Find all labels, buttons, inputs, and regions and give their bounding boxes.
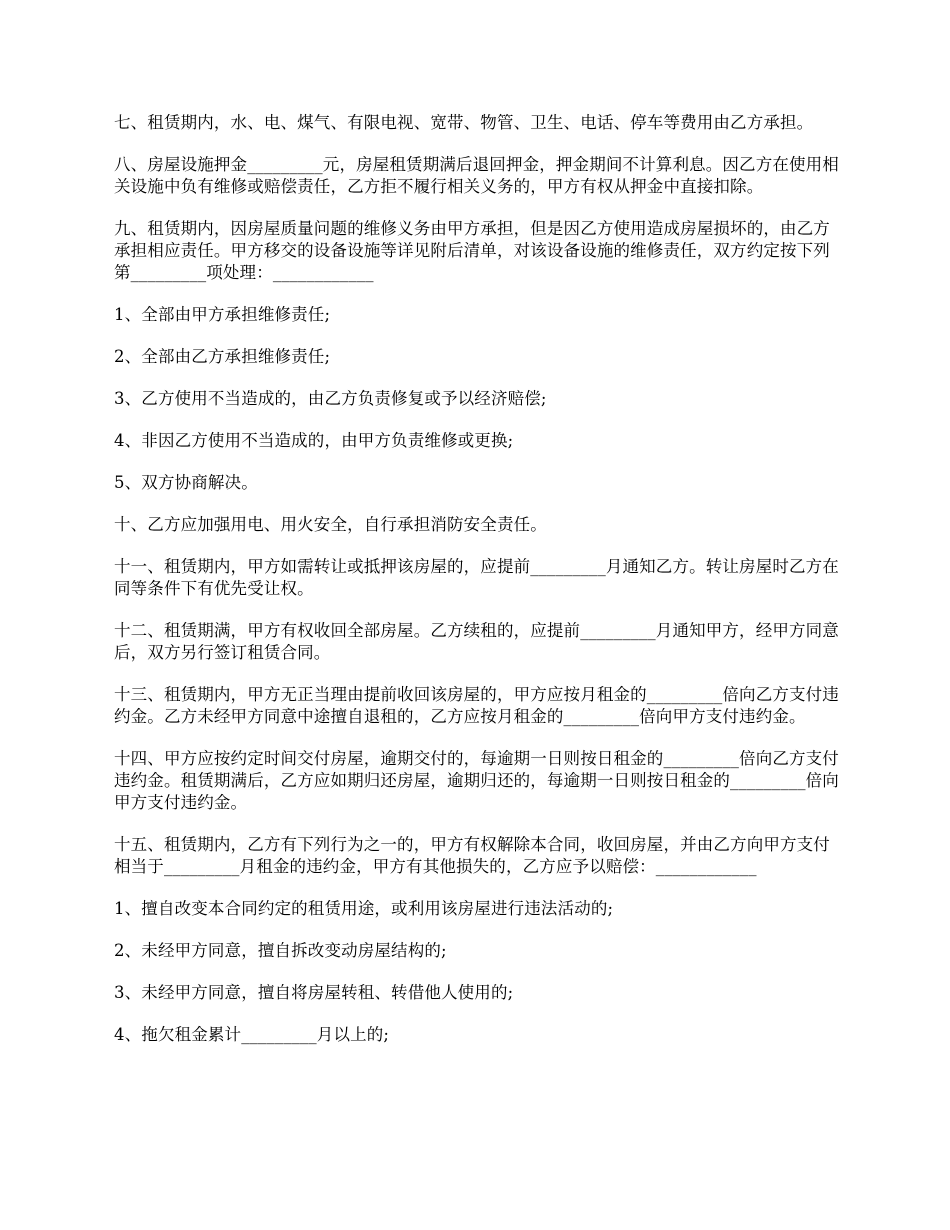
clause-11-transfer: 十一、租赁期内，甲方如需转让或抵押该房屋的，应提前_________月通知乙方。转让房屋时乙方在同等条件下有优先受让权。 [114, 557, 839, 598]
clause-7: 七、租赁期内，水、电、煤气、有限电视、宽带、物管、卫生、电话、停车等费用由乙方承担。 [114, 113, 814, 132]
document-page [114, 112, 840, 1066]
breach-item-1: 1、擅自改变本合同约定的租赁用途，或利用该房屋进行违法活动的; [114, 899, 614, 918]
breach-item-2: 2、未经甲方同意，擅自拆改变动房屋结构的; [114, 941, 447, 960]
maintenance-option-4: 4、非因乙方使用不当造成的，由甲方负责维修或更换; [114, 431, 514, 450]
breach-item-3: 3、未经甲方同意，擅自将房屋转租、转借他人使用的; [114, 983, 514, 1002]
maintenance-option-3: 3、乙方使用不当造成的，由乙方负责修复或予以经济赔偿; [114, 389, 547, 408]
clause-10-safety: 十、乙方应加强用电、用火安全，自行承担消防安全责任。 [114, 515, 547, 534]
clause-14-late-delivery: 十四、甲方应按约定时间交付房屋，逾期交付的，每逾期一日则按日租金的_________倍向乙方支付违约金。租赁期满后，乙方应如期归还房屋，逾期归还的，每逾期一日则按日租金的_________倍向甲方支付违约金。 [114, 749, 839, 812]
clause-15-termination: 十五、租赁期内，乙方有下列行为之一的，甲方有权解除本合同，收回房屋，并由乙方向甲方支付相当于_________月租金的违约金，甲方有其他损失的，乙方应予以赔偿：____________ [114, 835, 830, 876]
maintenance-option-5: 5、双方协商解决。 [114, 473, 258, 492]
maintenance-option-2: 2、全部由乙方承担维修责任; [114, 347, 331, 366]
clause-9-maintenance: 九、租赁期内，因房屋质量问题的维修义务由甲方承担，但是因乙方使用造成房屋损坏的，由乙方承担相应责任。甲方移交的设备设施等详见附后清单，对该设备设施的维修责任，双方约定按下列第_________项处理：____________ [114, 219, 830, 282]
clause-12-expiry: 十二、租赁期满，甲方有权收回全部房屋。乙方续租的，应提前_________月通知甲方，经甲方同意后，双方另行签订租赁合同。 [114, 621, 839, 662]
clause-13-early-termination: 十三、租赁期内，甲方无正当理由提前收回该房屋的，甲方应按月租金的_________倍向乙方支付违约金。乙方未经甲方同意中途擅自退租的，乙方应按月租金的_________倍向甲方支付违约金。 [114, 685, 839, 726]
maintenance-option-1: 1、全部由甲方承担维修责任; [114, 305, 331, 324]
breach-item-4: 4、拖欠租金累计_________月以上的; [114, 1025, 390, 1044]
clause-8-deposit: 八、房屋设施押金_________元，房屋租赁期满后退回押金，押金期间不计算利息。因乙方在使用相关设施中负有维修或赔偿责任，乙方拒不履行相关义务的，甲方有权从押金中直接扣除。 [114, 155, 839, 196]
